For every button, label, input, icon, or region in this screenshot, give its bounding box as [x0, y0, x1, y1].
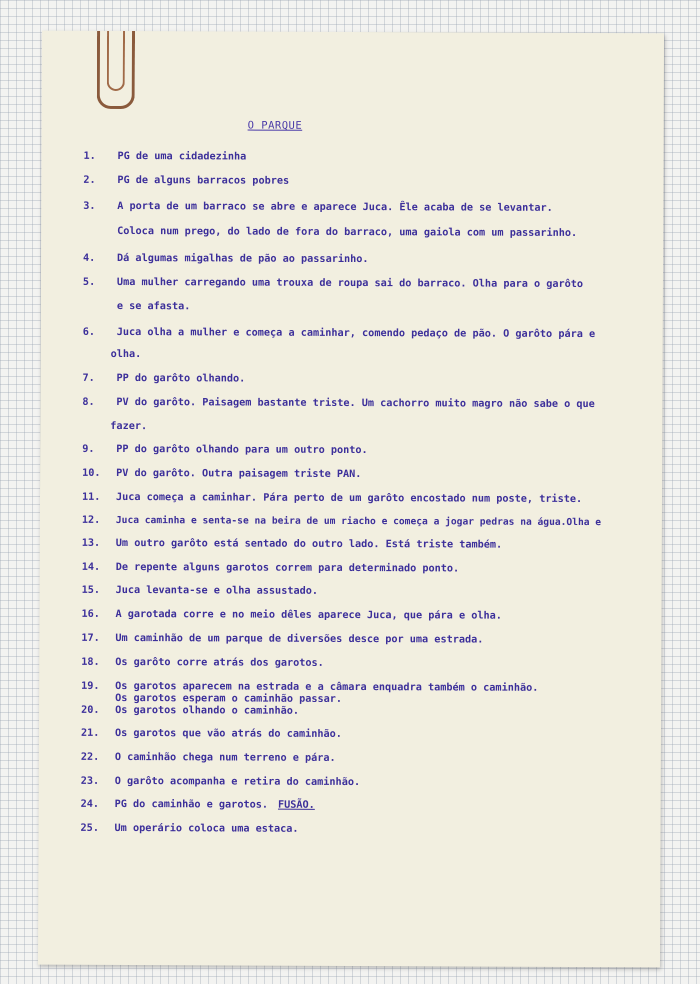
script-line: 10. PV do garôto. Outra paisagem triste PAN. — [82, 467, 362, 481]
script-line: 14. De repente alguns garotos correm para determinado ponto. — [81, 561, 460, 575]
script-line: 12. Juca caminha e senta-se na beira de um riacho e começa a jogar pedras na água.Olha e — [81, 514, 602, 529]
script-line: 22. O caminhão chega num terreno e pára. — [80, 751, 336, 764]
script-line: 17. Um caminhão de um parque de diversões desce por uma estrada. — [81, 632, 484, 646]
script-line: 13. Um outro garôto está sentado do outro lado. Está triste também. — [81, 537, 503, 551]
paper-clip-inner — [107, 31, 125, 91]
script-line: 6. Juca olha a mulher e começa a caminhar, comendo pedaço de pão. O garôto pára e — [82, 326, 596, 341]
script-line: 19. Os garotos aparecem na estrada e a câmara enquadra também o caminhão. — [81, 680, 539, 694]
typed-page — [38, 31, 664, 968]
script-line: 4. Dá algumas migalhas de pão ao passarinho. — [83, 252, 369, 266]
script-line: 21. Os garotos que vão atrás do caminhão. — [80, 727, 342, 740]
script-line-continuation: Os garotos esperam o caminhão passar. — [115, 692, 343, 705]
script-line: 23. O garôto acompanha e retira do caminhão. — [80, 775, 361, 789]
script-line: 20. Os garotos olhando o caminhão. — [81, 704, 300, 717]
script-line: 9. PP do garôto olhando para um outro ponto. — [82, 443, 368, 457]
script-line: 18. Os garôto corre atrás dos garotos. — [81, 656, 324, 669]
script-line: 3. A porta de um barraco se abre e aparece Juca. Êle acaba de se levantar. — [83, 200, 553, 214]
script-line: 7. PP do garôto olhando. — [82, 372, 246, 385]
script-line-continuation: fazer. — [110, 420, 148, 433]
script-line-continuation: olha. — [110, 348, 142, 361]
script-line: 16. A garotada corre e no meio dêles aparece Juca, que pára e olha. — [81, 608, 502, 622]
script-line: 15. Juca levanta-se e olha assustado. — [81, 584, 319, 597]
script-line: 25. Um operário coloca uma estaca. — [80, 822, 299, 835]
script-line: 11. Juca começa a caminhar. Pára perto de um garôto encostado num poste, triste. — [81, 491, 583, 506]
script-line: 2. PG de alguns barracos pobres — [83, 174, 290, 187]
script-line: 8. PV do garôto. Paisagem bastante triste. Um cachorro muito magro não sabe o que — [82, 396, 595, 411]
script-line-continuation: Coloca num prego, do lado de fora do barraco, uma gaiola com um passarinho. — [117, 225, 578, 239]
script-line: 24. PG do caminhão e garotos. FUSÃO. — [80, 798, 315, 811]
script-line: 1. PG de uma cidadezinha — [83, 150, 247, 163]
page-title: O PARQUE — [247, 119, 303, 132]
script-line-continuation: e se afasta. — [116, 300, 191, 313]
script-line: 5. Uma mulher carregando uma trouxa de roupa sai do barraco. Olha para o garôto — [82, 276, 584, 291]
fusao-label: FUSÃO. — [277, 799, 315, 811]
